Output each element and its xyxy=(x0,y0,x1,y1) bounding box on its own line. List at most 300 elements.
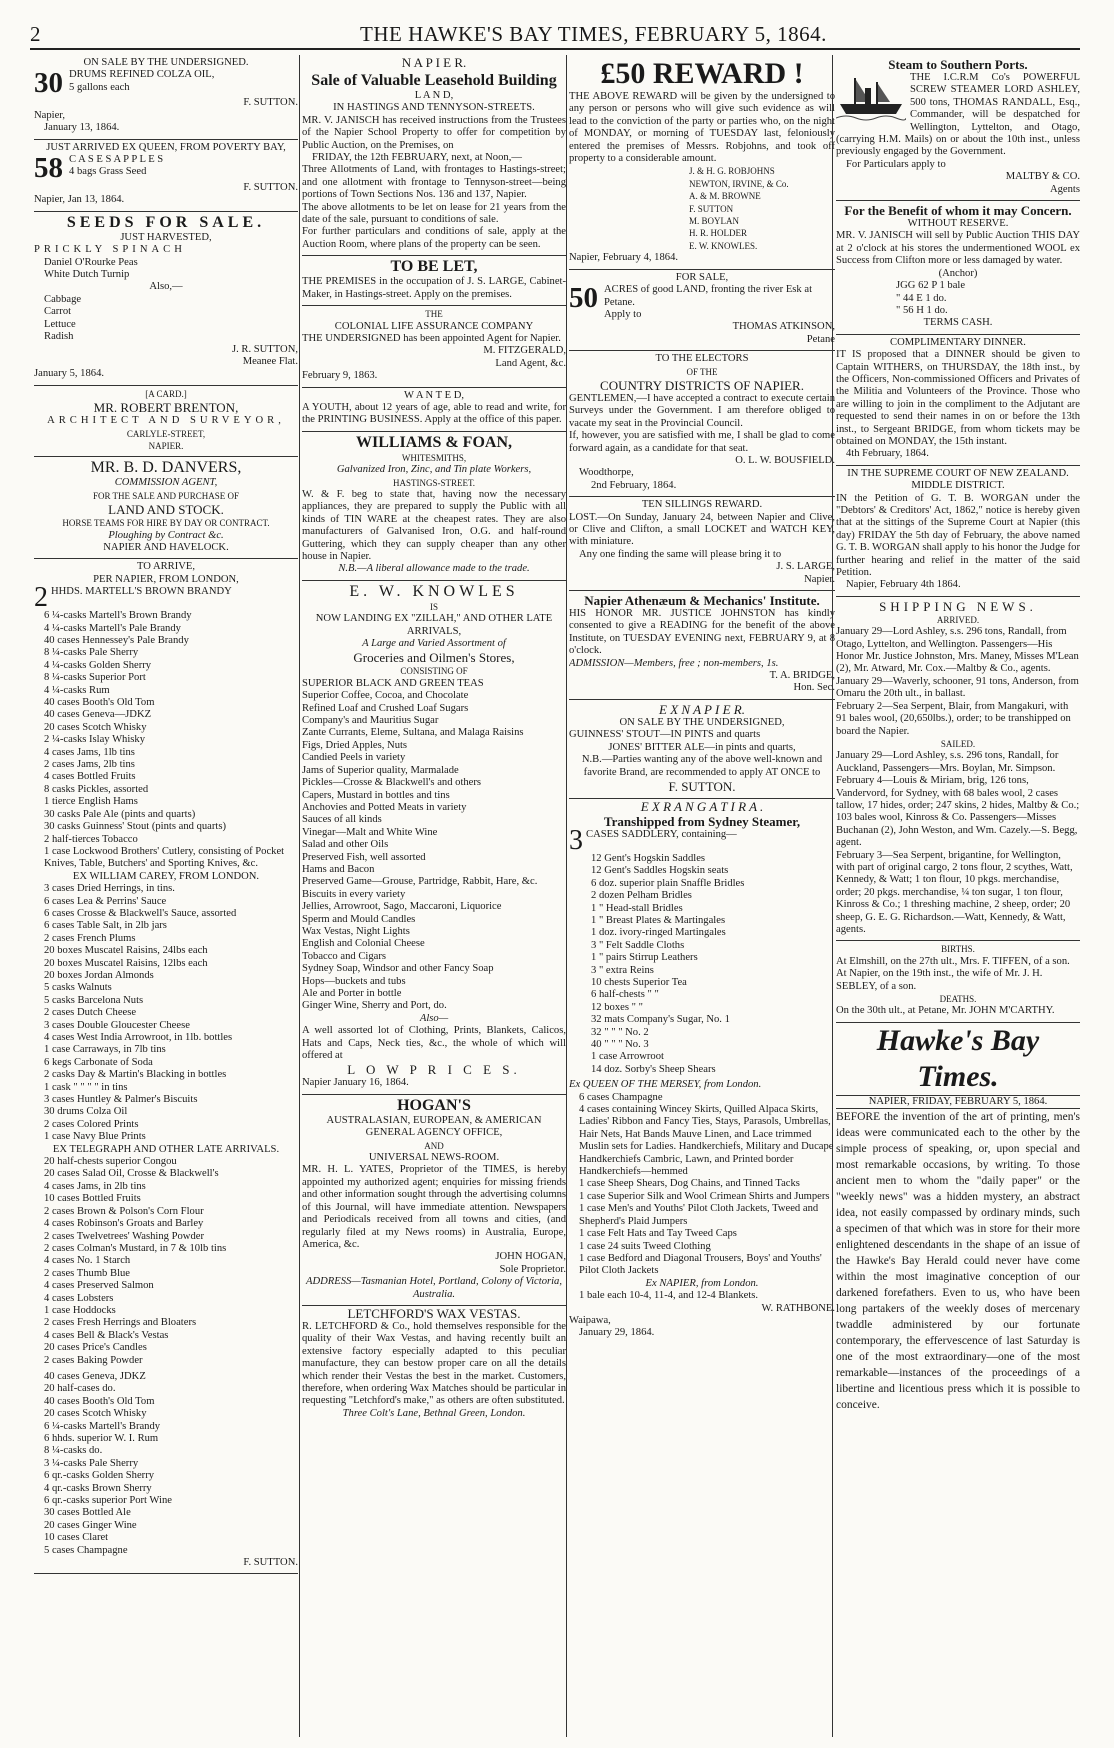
ad-title: SEEDS FOR SALE. xyxy=(66,213,266,231)
list-item: 1 cask " " " " in tins xyxy=(44,1081,128,1093)
ad-subtitle: L A N D, xyxy=(414,90,454,101)
ad-line: FOR THE SALE AND PURCHASE OF xyxy=(92,490,240,501)
list-item: 4 ¼-casks Golden Sherry xyxy=(44,659,152,671)
list-item: 1 case 24 suits Tweed Clothing xyxy=(579,1240,711,1252)
ad-title: W A N T E D, xyxy=(403,389,465,401)
ad-line: OF THE xyxy=(686,366,718,377)
list-item: 1 case Felt Hats and Tay Tweed Caps xyxy=(579,1228,737,1240)
list-item: 20 half-cases do. xyxy=(44,1383,116,1395)
steam-ad xyxy=(836,55,1080,201)
ad-line: NAPIER. xyxy=(148,440,184,451)
ad-line: PRICKLY SPINACH xyxy=(34,244,186,256)
list-item: 1 case Bedford and Diagonal Trousers, Boys' and Youths' Pilot Cloth Jackets xyxy=(579,1252,822,1277)
ad-title: E X N A P I E R. xyxy=(659,701,745,717)
ad-line: 4 bags Grass Seed xyxy=(69,166,147,178)
ad-number: 58 xyxy=(34,152,63,185)
list-item: 14 doz. Sorby's Sheep Shears xyxy=(591,1063,716,1075)
ad-subtitle: Ex NAPIER, from London. xyxy=(645,1277,759,1289)
list-item: Preserved Fish, well assorted xyxy=(302,851,426,863)
list-item: JGG 62 P 1 bale xyxy=(896,280,966,292)
ad-body: Three Allotments of Land, with frontages to Hastings-street; and one allotment with frontage to Tennyson-street—being portions of Town Sections Nos. 136 and 137, Napier. xyxy=(302,164,566,201)
signature: F. SUTTON. xyxy=(243,97,298,109)
ad-subtitle: HASTINGS-STREET. xyxy=(392,477,476,488)
page-number: 2 xyxy=(30,22,41,46)
list-item: 2 casks Day & Martin's Blacking in bottles xyxy=(44,1069,227,1081)
ad-line: NAPIER AND HAVELOCK. xyxy=(103,541,229,553)
ad-body: For Particulars apply to xyxy=(846,158,946,170)
editorial xyxy=(836,1023,1080,1413)
list-item: Preserved Game—Grouse, Partridge, Rabbit, Hare, &c. xyxy=(302,876,538,888)
list-item: 2 cases Fresh Herrings and Bloaters xyxy=(44,1317,197,1329)
ad-title: COUNTRY DISTRICTS OF NAPIER. xyxy=(600,377,804,393)
goods-list xyxy=(569,1092,835,1278)
signature: M. FITZGERALD, xyxy=(483,345,566,357)
list-item: Hops—buckets and tubs xyxy=(302,975,406,987)
list-item: 1 " pairs Stirrup Leathers xyxy=(591,952,698,964)
ad-line: ON SALE BY THE UNDERSIGNED, xyxy=(619,716,785,728)
signature: F. SUTTON. xyxy=(243,1557,298,1569)
ad-body: THE UNDERSIGNED has been appointed Agent for Napier. xyxy=(302,332,561,344)
list-item: 3 cases Huntley & Palmer's Biscuits xyxy=(44,1094,198,1106)
ad-line: CONSISTING OF xyxy=(400,666,468,677)
ad-subtitle: MIDDLE DISTRICT. xyxy=(911,480,1005,492)
list-item: 4 ¼-casks Martell's Pale Brandy xyxy=(44,622,181,634)
list-item: 4 cases Bottled Fruits xyxy=(44,771,136,783)
column-2 xyxy=(302,55,566,1740)
list-item: Radish xyxy=(44,331,74,343)
goods-list xyxy=(302,678,566,1013)
date: January 5, 1864. xyxy=(34,368,105,380)
ex-rangatira-ad xyxy=(569,799,835,1340)
list-item: 30 drums Colza Oil xyxy=(44,1106,128,1118)
signature: Meanee Flat. xyxy=(242,355,298,367)
ad-line: HORSE TEAMS FOR HIRE BY DAY OR CONTRACT. xyxy=(62,518,270,529)
goods-list xyxy=(34,610,298,871)
list-item: 4 cases Jams, in 2lb tins xyxy=(44,1180,146,1192)
list-item: 20 cases Price's Candles xyxy=(44,1342,147,1354)
ad-body: HIS HONOR MR. JUSTICE JOHNSTON has kindly consented to give a READING for the benefit of the above Institute, on TUESDAY EVENING next, FEBRUARY 9, at 8 o'clock. xyxy=(569,608,835,657)
shipping-news xyxy=(836,597,1080,942)
ad-number: 3 xyxy=(569,824,583,856)
ad-body: If, however, you are satisfied with me, I shall be glad to come forward again, as a candidate for that seat. xyxy=(569,430,835,454)
list-item: A. & M. BROWNE xyxy=(689,191,761,202)
letchford-ad xyxy=(302,1306,566,1420)
list-item: 30 casks Guinness' Stout (pints and quarts) xyxy=(44,821,226,833)
ad-body: IT IS proposed that a DINNER should be given to Captain WITHERS, on THURSDAY, the 18th inst., by the Officers, Non-commissioned Officers and Privates of the Militia and Volunteers of the Province. Those who are willing to join in the compliment to the Adjutant are requested to send their names in on or before the 13th inst., to Sergeant BRIDGE, from whom tickets may be obtained on MONDAY, the 15th instant. xyxy=(836,349,1080,447)
ad-body: ACRES of good LAND, fronting the river Esk at Petane. xyxy=(604,284,813,308)
list-item: 3 ¼-casks Pale Sherry xyxy=(44,1457,139,1469)
list-item: Lettuce xyxy=(44,318,76,330)
list-item: 20 cases Scotch Whisky xyxy=(44,1408,147,1420)
ad-title: Sale of Valuable Leasehold Building xyxy=(311,72,557,89)
signature: J. S. LARGE, xyxy=(776,561,835,573)
list-item: Ale and Porter in bottle xyxy=(302,988,402,999)
list-item: 6 cases Champagne xyxy=(579,1091,663,1103)
ad-subtitle: JUST HARVESTED, xyxy=(120,231,212,243)
list-item: NEWTON, IRVINE, & Co. xyxy=(689,178,789,189)
ad-title: TO ARRIVE, xyxy=(136,561,196,573)
list-item: 5 casks Barcelona Nuts xyxy=(44,994,144,1006)
list-item: On the 30th ult., at Petane, Mr. JOHN M'CARTHY. xyxy=(836,1005,1055,1017)
to-arrive-ad: TO ARRIVE, PER NAPIER, FROM LONDON, 2 HHDS. MARTELL'S BROWN BRANDY 6 ¼-casks Martell's Brown Brandy 4 ¼-casks Martell's Pale Brandy 40 cases Hennessey's Pale Brandy 8 ¼-casks Pale Sherry 4 ¼-casks Golden Sherry 8 ¼-casks Superior Port 4 ¼-casks Rum 40 cases Booth's Old Tom 40 cases Geneva—JDKZ 20 cases Scotch Whisky 2 ¼-casks Islay Whisky 4 cases Jams, 1lb tins 2 cases Jams, 2lb tins 4 cases Bottled Fruits 8 casks Pickles, assorted 1 tierce English Hams 30 casks Pale Ale (pints and quarts) 30 casks Guinness' Stout (pints and quarts) 2 half-tierces Tobacco 1 case Lockwood Brothers' Cutlery, consisting of Pocket Knives, Table, Butchers' and Sporting Knives, &c. EX WILLIAM CAREY, FROM LONDON. 3 cases Dried Herrings, in tins. 6 cases Lea & Perrins' Sauce 6 cases Crosse & Blackwell's Sauce, assorted 6 cases Table Salt, in 2lb jars 2 cases French Plums 20 boxes Muscatel Raisins, 24lbs each 20 boxes Muscatel Raisins, 12lbs each 20 boxes Jordan Almonds 5 casks Walnuts 5 casks Barcelona Nuts 2 cases Dutch Cheese 3 cases Double Gloucester Cheese 4 cases West India Arrowroot, in 1lb. bottles 1 case Carraways, in 7lb tins 6 kegs Carbonate of Soda 2 casks Day & Martin's Blacking in bottles 1 cask " " " " in tins 3 cases Huntley & Palmer's Biscuits 30 drums Colza Oil 2 cases Colored Prints 1 case Navy Blue Prints EX TELEGRAPH AND OTHER LATE ARRIVALS. 20 half-chests superior Congou 20 cases Salad Oil, Crosse & Blackwell's 4 cases Jams, in 2lb tins 10 cases Bottled Fruits 2 cases Brown & Polson's Corn Flour 4 cases Robinson's Groats and Barley 2 cases Twelvetrees' Washing Powder 2 cases Colman's Mustard, in 7 & 10lb tins 4 cases No. 1 Starch 2 cases Thumb Blue 4 cases Preserved Salmon 4 cases Lobsters 1 case Hoddocks 2 cases Fresh Herrings and Bloaters 4 cases Bell & Black's Vestas 20 cases Price's Candles 2 cases Baking Powder 40 cases Geneva, JDKZ 20 half-cases do. 40 cases Booth's Old Tom 20 cases Scotch Whisky 6 ¼-casks Martell's Brandy 6 hhds. superior W. I. Rum 8 ¼-casks do. 3 ¼-casks Pale Sherry 6 qr.-casks Golden Sherry 4 qr.-casks Brown Sherry 6 qr.-casks superior Port Wine 30 cases Bottled Ale 20 cases Ginger Wine 10 cases Claret 5 cases Champagne F. SUTTON. xyxy=(34,559,298,1574)
place: Napier, xyxy=(34,109,66,121)
departures-list xyxy=(836,750,1080,936)
signature: O. L. W. BOUSFIELD. xyxy=(735,454,835,466)
wanted-ad xyxy=(302,388,566,432)
dinner-ad xyxy=(836,335,1080,466)
electors-ad xyxy=(569,351,835,497)
wool-list xyxy=(836,280,1080,317)
list-item: 6 cases Crosse & Blackwell's Sauce, assorted xyxy=(44,907,237,919)
date: Napier, February 4th 1864. xyxy=(846,579,961,591)
ad-body: JONES' BITTER ALE—in pints and quarts, xyxy=(608,741,796,753)
ad-body: THE ABOVE REWARD will be given by the undersigned to any person or persons who will give such evidence as will lead to the conviction of the party or parties who, on the night of MONDAY, or morning of TUESDAY last, feloniously entered the premises of Messrs. Robjohns, and took off property to a considerable amount. xyxy=(569,91,835,165)
list-item: Vinegar—Malt and White Wine xyxy=(302,826,438,838)
date: 2nd February, 1864. xyxy=(591,479,677,491)
list-item: " 56 H 1 do. xyxy=(896,304,948,316)
ad-title: LETCHFORD'S WAX VESTAS. xyxy=(347,1305,521,1321)
list-item: 20 boxes Muscatel Raisins, 24lbs each xyxy=(44,945,208,957)
place: Waipawa, xyxy=(569,1314,611,1326)
leasehold-sale-ad xyxy=(302,70,566,256)
list-item: 2 cases Brown & Polson's Corn Flour xyxy=(44,1205,204,1217)
supreme-court-notice xyxy=(836,466,1080,597)
ad-heading: N A P I E R. xyxy=(401,55,467,70)
ad-heading: FOR SALE, xyxy=(675,271,729,283)
ad-body: For further particulars and conditions of sale, apply at the Auction Room, where plans of the property can be seen. xyxy=(302,226,566,250)
list-item: Anchovies and Potted Meats in variety xyxy=(302,801,467,813)
list-item: 12 Gent's Saddles Hogskin seats xyxy=(591,865,729,877)
ad-subtitle: WITHOUT RESERVE. xyxy=(907,218,1009,230)
signature: Napier. xyxy=(804,573,835,585)
athenaeum-ad xyxy=(569,591,835,700)
list-item: 4 cases Lobsters xyxy=(44,1292,114,1304)
goods-list xyxy=(34,1371,298,1557)
date: January 29, 1864. xyxy=(579,1327,655,1339)
ad-title: E. W. KNOWLES xyxy=(349,582,519,600)
ad-line: COMMISSION AGENT, xyxy=(114,477,218,489)
address: Three Colt's Lane, Bethnal Green, London. xyxy=(342,1407,526,1419)
list-item: February 4—Louis & Miriam, brig, 126 tons, Vandervord, for Sydney, with 68 bales wool, 2 cases tallow, 17 hides, order; 247 skins, 2 hides, Maltby & Co.; 103 bales wool, Kinross & Co. Passengers—Misses Buchanan (2), John Weston, and Wm. Cazely.—S. Begg, agent. xyxy=(836,775,1080,849)
list-item: E. W. KNOWLES. xyxy=(689,240,758,251)
column-4 xyxy=(836,55,1080,1740)
ad-title: £50 REWARD ! xyxy=(600,57,804,90)
ad-body: R. LETCHFORD & Co., hold themselves responsible for the quality of their Wax Vestas, and having recently built an extensive factory especially adapted to this peculiar manufacture, they can bestow proper care on all the details which render their Vestas the best in the market. Customers, therefore, when ordering Wax Matches should be particular in requesting "Letchford's make," as others are often substituted. xyxy=(302,1320,566,1407)
signature: MALTBY & CO. xyxy=(1005,171,1080,183)
list-item: 4 cases West India Arrowroot, in 1lb. bottles xyxy=(44,1032,233,1043)
list-item: 6 cases Lea & Perrins' Sauce xyxy=(44,895,167,907)
ad-title: IN THE SUPREME COURT OF NEW ZEALAND. xyxy=(847,467,1069,479)
editorial-body: BEFORE the invention of the art of printing, men's ideas were communicated each to the other by the simple process of speaking, or, upon special and most remarkable occasions, by writing. To those ancient men to whom the "daily paper" or the "weekly news" was a hidden mystery, an abstract idea, not easily compassed by ordinary minds, such a specimen of that which was in store for their more enlightened descendants in the shape of an issue of the Hawke's Bay Herald could never have come within the most imaginative conception of our darkened forefathers. Even to us, who have been long partakers of the weekly doses of mercenary twaddle administered by our fortunate contemporary, the effervescence of last Saturday is one of the most extraordinary—one of the most remarkable—instances of the proceedings of a libertine and licentious press which it is possible to conceive. xyxy=(836,1111,1080,1412)
list-item: 1 " Breast Plates & Martingales xyxy=(591,914,726,926)
masthead xyxy=(30,20,1080,50)
ad-line: LAND AND STOCK. xyxy=(108,502,224,518)
ad-title: WILLIAMS & FOAN, xyxy=(355,433,512,451)
deaths-list xyxy=(836,1005,1080,1017)
list-item: Sydney Soap, Windsor and other Fancy Soap xyxy=(302,963,494,975)
list-item: 1 case Lockwood Brothers' Cutlery, consisting of Pocket Knives, Table, Butchers' and Sporting Knives, &c. xyxy=(44,845,285,870)
list-item: 1 case Carraways, in 7lb tins xyxy=(44,1044,166,1056)
ad-body: IN the Petition of G. T. B. WORGAN under the "Debtors' & Creditors' Act, 1862," notice is hereby given that at the sittings of the Supreme Court at Napier (this day) FRIDAY the 5th day of February, the above named G. T. B. WORGAN shall apply to his honor the Judge for further hearing and relief in the matter of the said Petition. xyxy=(836,492,1080,579)
list-item: 2 cases Twelvetrees' Washing Powder xyxy=(44,1230,204,1242)
ad-body: GUINNESS' STOUT—IN PINTS and quarts xyxy=(569,729,761,741)
ad-subtitle: Transhipped from Sydney Steamer, xyxy=(603,813,801,829)
list-item: 2 dozen Pelham Bridles xyxy=(591,890,692,902)
fifty-pound-reward-ad xyxy=(569,55,835,270)
ad-line: A Large and Varied Assortment of xyxy=(362,638,506,650)
ad-line: L O W P R I C E S. xyxy=(347,1062,521,1078)
list-item: January 29—Lord Ashley, s.s. 296 tons, Randall, for Auckland, Passengers—Mrs. Boylan, Mr. Simpson. xyxy=(836,750,1059,774)
list-item: Capers, Mustard in bottles and tins xyxy=(302,789,450,801)
list-item: 5 cases Champagne xyxy=(44,1544,128,1556)
column-rule xyxy=(299,55,300,1737)
list-item: Superior Coffee, Cocoa, and Chocolate xyxy=(302,690,469,702)
list-item: 6 doz. superior plain Snaffle Bridles xyxy=(591,877,745,889)
list-item: 1 case Men's and Youths' Pilot Cloth Jackets, Tweed and Shepherd's Plaid Jumpers xyxy=(579,1203,819,1227)
list-item: 30 cases Bottled Ale xyxy=(44,1507,131,1519)
ad-subtitle: PER NAPIER, FROM LONDON, xyxy=(93,573,239,585)
ad-line: 1 bale each 10-4, 11-4, and 12-4 Blankets. xyxy=(579,1290,759,1302)
newspaper-title: THE HAWKE'S BAY TIMES, FEBRUARY 5, 1864. xyxy=(360,22,827,46)
ad-body: FRIDAY, the 12th FEBRUARY, next, at Noon,— xyxy=(312,152,522,164)
date: Napier, Jan 13, 1864. xyxy=(34,194,125,206)
list-item: February 2—Sea Serpent, Blair, from Mangakuri, with 91 bales wool, (20,650lbs.), order; to be transhipped on board the Napier. xyxy=(836,700,1071,737)
signature: J. R. SUTTON, xyxy=(231,343,298,355)
ad-title: COLONIAL LIFE ASSURANCE COMPANY xyxy=(334,320,534,332)
list-item: 2 cases Thumb Blue xyxy=(44,1267,131,1279)
list-item: 1 case Navy Blue Prints xyxy=(44,1131,146,1143)
arrivals-list xyxy=(836,626,1080,738)
ad-line: THE xyxy=(425,309,443,320)
list-item: 2 cases French Plums xyxy=(44,932,136,944)
list-item: Jams of Superior quality, Marmalade xyxy=(302,764,459,776)
list-item: 4 qr.-casks Brown Sherry xyxy=(44,1482,152,1494)
list-item: Ginger Wine, Sherry and Port, do. xyxy=(302,1000,447,1012)
ad-subtitle: Galvanized Iron, Zinc, and Tin plate Workers, xyxy=(336,464,532,476)
ad-subtitle: WHITESMITHS, xyxy=(401,452,467,463)
list-item: Company's and Mauritius Sugar xyxy=(302,715,439,727)
list-item: 8 ¼-casks do. xyxy=(44,1445,103,1457)
seed-list xyxy=(34,294,298,344)
ad-subtitle: AUSTRALASIAN, EUROPEAN, & AMERICAN GENERAL AGENCY OFFICE, xyxy=(326,1114,542,1139)
list-item: 40 cases Geneva, JDKZ xyxy=(44,1370,146,1382)
ad-subtitle: EX WILLIAM CAREY, FROM LONDON. xyxy=(72,870,260,882)
ad-body: MR. V. JANISCH will sell by Public Auction THIS DAY at 2 o'clock at his stores the undermentioned WOOL ex Success from Clifton more or less damaged by water. xyxy=(836,230,1080,267)
list-item: 2 half-tierces Tobacco xyxy=(44,833,138,845)
list-item: 32 " " " No. 2 xyxy=(591,1026,649,1038)
list-item: 2 cases Jams, 2lb tins xyxy=(44,759,135,771)
danvers-ad xyxy=(34,457,298,559)
list-item: 2 ¼-casks Islay Whisky xyxy=(44,734,146,746)
list-item: 6 kegs Carbonate of Soda xyxy=(44,1056,153,1068)
ad-heading: TO THE ELECTORS xyxy=(655,353,749,365)
list-item: 30 casks Pale Ale (pints and quarts) xyxy=(44,808,196,820)
to-be-let-ad xyxy=(302,256,566,306)
signature: Petane xyxy=(806,333,835,345)
ten-shillings-reward-ad xyxy=(569,497,835,591)
ad-line: 5 gallons each xyxy=(69,81,130,93)
list-item: 1 case Hoddocks xyxy=(44,1304,116,1316)
ad-body: W. & F. beg to state that, having now the necessary appliances, they are prepared to supply the Public with all kinds of TIN WARE at the cheapest rates. They are also manufacturers of Galvanised Iron, O.G. and half-round Guttering, which they can supply cheaper than any other house in Napier. xyxy=(302,488,566,562)
section-subtitle: BIRTHS. xyxy=(941,944,975,955)
list-item: 20 boxes Muscatel Raisins, 12lbs each xyxy=(44,957,208,969)
list-item: Sauces of all kinds xyxy=(302,814,382,826)
ad-title: MR. B. D. DANVERS, xyxy=(90,459,242,477)
list-item: 3 cases Double Gloucester Cheese xyxy=(44,1019,190,1031)
ad-heading: ON SALE BY THE UNDERSIGNED. xyxy=(83,57,249,68)
list-item: 8 ¼-casks Pale Sherry xyxy=(44,647,139,659)
goods-list xyxy=(34,1156,298,1367)
ad-line: (Anchor) xyxy=(938,267,978,279)
list-item: Cabbage xyxy=(44,293,82,305)
ad-subtitle: UNIVERSAL NEWS-ROOM. xyxy=(368,1152,500,1164)
list-item: 6 qr.-casks superior Port Wine xyxy=(44,1495,172,1507)
ad-body: MR. V. JANISCH has received instructions from the Trustees of the Napier School Property to offer for competition by Public Auction, on the Premises, on xyxy=(302,114,566,151)
section-subtitle: DEATHS. xyxy=(939,994,977,1005)
births-deaths xyxy=(836,941,1080,1022)
list-item: 6 half-chests " " xyxy=(591,989,659,1001)
list-item: 1 case Sheep Shears, Dog Chains, and Tinned Tacks xyxy=(579,1178,800,1190)
list-item: Zante Currants, Eleme, Sultana, and Malaga Raisins xyxy=(302,727,524,739)
list-item: 6 cases Table Salt, in 2lb jars xyxy=(44,920,167,932)
list-item: 2 cases Colman's Mustard, in 7 & 10lb tins xyxy=(44,1242,227,1254)
list-item: 4 cases Robinson's Groats and Barley xyxy=(44,1218,204,1230)
list-item: Sperm and Mould Candles xyxy=(302,913,416,925)
benefit-ad xyxy=(836,201,1080,335)
ad-body: A well assorted lot of Clothing, Prints, Blankets, Calicos, Hats and Caps, Neck ties, &c., the whole of which will offered at xyxy=(302,1025,566,1062)
goods-list xyxy=(569,853,835,1076)
list-item: 32 mats Company's Sugar, No. 1 xyxy=(591,1014,730,1026)
list-item: H. R. HOLDER xyxy=(689,228,747,239)
list-item: Jellies, Arrowroot, Sago, Maccaroni, Liquorice xyxy=(302,901,502,913)
list-item: 12 Gent's Hogskin Saddles xyxy=(591,852,706,864)
ad-title: TEN SILLINGS REWARD. xyxy=(641,499,763,511)
list-item: Salad and other Oils xyxy=(302,839,389,851)
list-item: M. BOYLAN xyxy=(689,216,740,227)
list-item: Hams and Bacon xyxy=(302,863,375,875)
list-item: 3 " extra Reins xyxy=(591,964,654,976)
list-item: 1 doz. ivory-ringed Martingales xyxy=(591,927,726,939)
column-1 xyxy=(34,55,298,1740)
ad-body: MR. H. L. YATES, Proprietor of the TIMES, is hereby appointed my authorized agent; enquiries for missing friends and other information sought through the advertising columns of this Journal, will have immediate attention. Newspapers and Periodicals received from all towns and cities, (and regularly filed at my News rooms) in Australia, Europe, America, &c. xyxy=(302,1164,566,1250)
list-item: 8 casks Pickles, assorted xyxy=(44,783,149,795)
ad-line: CASES SADDLERY, containing— xyxy=(586,828,737,840)
list-item: 4 cases Bell & Black's Vestas xyxy=(44,1329,169,1341)
list-item: Wax Vestas, Night Lights xyxy=(302,925,410,937)
list-item: 10 chests Superior Tea xyxy=(591,976,687,988)
ad-line: ARCHITECT AND SURVEYOR, xyxy=(47,415,285,427)
ad-line: C A S E S A P P L E S xyxy=(69,154,164,166)
signature: W. RATHBONE. xyxy=(761,1302,835,1314)
list-item: 6 ¼-casks Martell's Brown Brandy xyxy=(44,610,192,622)
list-item: 1 case Superior Silk and Wool Crimean Shirts and Jumpers xyxy=(579,1190,830,1202)
list-item: 20 cases Salad Oil, Crosse & Blackwell's xyxy=(44,1168,219,1180)
list-item: 10 cases Claret xyxy=(44,1532,109,1544)
list-item: 2 cases Colored Prints xyxy=(44,1118,139,1130)
ad-line: TERMS CASH. xyxy=(923,317,993,329)
ad-body: GENTLEMEN,—I have accepted a contract to execute certain Surveys under the Government. I am therefore obliged to vacate my seat in the Provincial Council. xyxy=(569,392,835,429)
signature: THOMAS ATKINSON, xyxy=(732,321,835,333)
list-item: 4 cases Jams, 1lb tins xyxy=(44,746,135,758)
ad-title: For the Benefit of whom it may Concern. xyxy=(844,203,1072,219)
list-item: 5 casks Walnuts xyxy=(44,982,112,994)
brenton-card xyxy=(34,386,298,458)
ad-line: CARLYLE-STREET, xyxy=(126,428,206,439)
list-item: Pickles—Crosse & Blackwell's and others xyxy=(302,777,482,789)
colza-oil-ad xyxy=(34,55,298,140)
apples-ad xyxy=(34,140,298,212)
section-title: SHIPPING NEWS. xyxy=(879,598,1037,614)
signatory-list xyxy=(569,165,835,252)
place: Woodthorpe, xyxy=(579,467,634,479)
ad-subtitle: Groceries and Oilmen's Stores, xyxy=(353,650,515,666)
list-item: 2 cases Dutch Cheese xyxy=(44,1007,137,1019)
date: Napier, February 4, 1864. xyxy=(569,252,679,264)
ad-subtitle: IN HASTINGS AND TENNYSON-STREETS. xyxy=(333,102,535,114)
ad-body: THE I.C.R.M Co's POWERFUL SCREW STEAMER LORD ASHLEY, 500 tons, THOMAS RANDALL, Esq., Commander, will be despatched for Wellington, Lyttelton, and Otago, (carrying H.M. Mails) on or about the 10th inst., unless previously engaged by the Government. xyxy=(836,72,1080,158)
list-item: 40 cases Booth's Old Tom xyxy=(44,697,155,709)
list-item: 4 ¼-casks Rum xyxy=(44,684,110,696)
ad-body: LOST.—On Sunday, January 24, between Napier and Clive, or Clive and Clifton, a small LOCKET and WATCH KEY, with miniature. xyxy=(569,511,835,548)
ad-subtitle: Ex QUEEN OF THE MERSEY, from London. xyxy=(569,1079,762,1091)
land-for-sale-ad xyxy=(569,270,835,351)
hogan-ad xyxy=(302,1095,566,1306)
ad-line: Also— xyxy=(419,1012,449,1024)
list-item: 20 cases Scotch Whisky xyxy=(44,721,147,733)
list-item: 6 ¼-casks Martell's Brandy xyxy=(44,1420,161,1432)
signature: Sole Proprietor. xyxy=(499,1263,566,1275)
ad-body: N.B.—Parties wanting any of the above well-known and favorite Brand, are recommended to apply AT ONCE to xyxy=(581,754,823,778)
knowles-ad xyxy=(302,581,566,1095)
column-3 xyxy=(569,55,835,1740)
list-item: 8 ¼-casks Superior Port xyxy=(44,672,146,684)
list-item: SUPERIOR BLACK AND GREEN TEAS xyxy=(302,677,484,689)
williams-foan-ad xyxy=(302,432,566,581)
ad-line: DRUMS REFINED COLZA OIL, xyxy=(69,69,215,81)
list-item: At Elmshill, on the 27th ult., Mrs. F. TIFFEN, of a son. xyxy=(836,955,1070,967)
ad-line: [A CARD.] xyxy=(145,388,187,399)
ad-line: NOW LANDING EX "ZILLAH," AND OTHER LATE ARRIVALS, xyxy=(315,613,553,637)
seed-list xyxy=(34,257,298,282)
signature: Hon. Sec. xyxy=(793,682,835,694)
list-item: 20 half-chests superior Congou xyxy=(44,1156,177,1168)
list-item: 3 " Felt Saddle Cloths xyxy=(591,939,685,951)
ad-line: Also,— xyxy=(149,281,183,293)
list-item: Refined Loaf and Crushed Loaf Sugars xyxy=(302,702,469,714)
ad-heading: JUST ARRIVED EX QUEEN, FROM POVERTY BAY, xyxy=(46,141,286,153)
date: 4th February, 1864. xyxy=(846,448,929,460)
ad-body: Any one finding the same will please bring it to xyxy=(579,548,782,560)
list-item: 4 cases containing Wincey Skirts, Quilled Alpaca Skirts, Ladies' Ribbon and Fancy Ties, Stays, Parasols, Umbrellas, Hair Nets, Hat Bands Mauve Linen, and Lace trimmed Muslin sets for Ladies. Handkerchiefs, Military and Ducape Handkerchiefs Cambric, Lawn, and Printed border Handkerchiefs—hemmed xyxy=(579,1104,834,1178)
list-item: 6 hhds. superior W. I. Rum xyxy=(44,1433,159,1444)
ad-body: ADMISSION—Members, free ; non-members, 1s. xyxy=(569,657,779,669)
date: February 9, 1863. xyxy=(302,370,378,382)
dateline: NAPIER, FRIDAY, FEBRUARY 5, 1864. xyxy=(836,1095,1080,1109)
list-item: January 29—Waverly, schooner, 91 tons, Anderson, from Omaru the 20th ult., in ballast. xyxy=(836,675,1079,700)
date: January 13, 1864. xyxy=(44,122,120,134)
list-item: Tobacco and Cigars xyxy=(302,950,386,962)
goods-list xyxy=(34,883,298,1144)
ad-title: Napier Athenæum & Mechanics' Institute. xyxy=(584,593,820,609)
column-rule xyxy=(566,55,567,1737)
list-item: 4 cases No. 1 Starch xyxy=(44,1255,131,1267)
list-item: 4 cases Preserved Salmon xyxy=(44,1280,154,1292)
ad-line: Ploughing by Contract &c. xyxy=(108,529,224,541)
ad-number: 50 xyxy=(569,282,598,315)
signature: Agents xyxy=(1049,183,1080,195)
ex-napier-ad xyxy=(569,700,835,799)
list-item: 1 tierce English Hams xyxy=(44,796,138,808)
